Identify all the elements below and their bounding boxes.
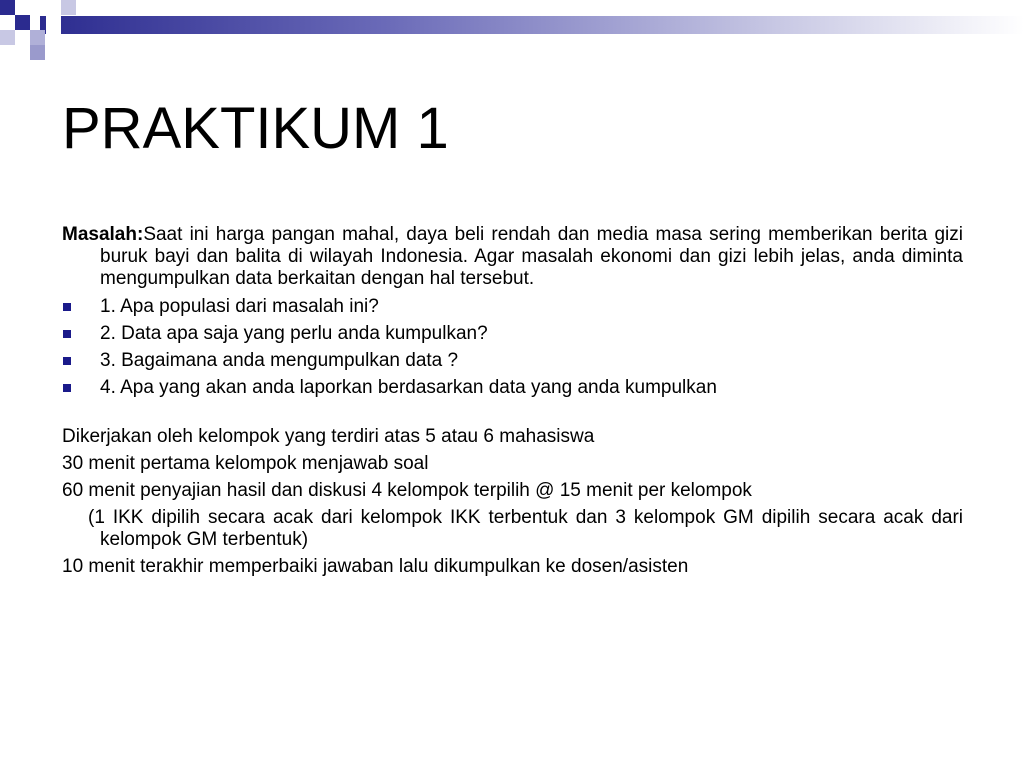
deco-square bbox=[61, 0, 76, 15]
question-item bbox=[62, 350, 963, 372]
deco-square bbox=[0, 0, 15, 15]
deco-square bbox=[30, 45, 45, 60]
question-text: 1. Apa populasi dari masalah ini? bbox=[100, 296, 379, 317]
deco-square bbox=[30, 30, 45, 45]
slide-title: PRAKTIKUM 1 bbox=[62, 96, 449, 161]
slide-body bbox=[62, 224, 963, 583]
instruction-line: 10 menit terakhir memperbaiki jawaban lalu dikumpulkan ke dosen/asisten bbox=[62, 556, 689, 577]
deco-square bbox=[46, 16, 61, 34]
instruction-line: 60 menit penyajian hasil dan diskusi 4 kelompok terpilih @ 15 menit per kelompok bbox=[62, 480, 752, 501]
problem-text: Saat ini harga pangan mahal, daya beli rendah dan media masa sering memberikan berita gizi buruk bayi dan balita di wilayah Indonesia. Agar masalah ekonomi dan gizi lebih jelas, anda diminta mengumpulkan data berkaitan dengan hal tersebut. bbox=[100, 224, 963, 289]
question-text: 4. Apa yang akan anda laporkan berdasarkan data yang anda kumpulkan bbox=[100, 377, 717, 398]
problem-paragraph bbox=[62, 224, 963, 290]
header-gradient-bar bbox=[40, 16, 1024, 34]
spacer bbox=[62, 404, 963, 426]
question-list bbox=[62, 296, 963, 399]
deco-square bbox=[46, 0, 61, 15]
square-bullet-icon bbox=[63, 357, 71, 365]
question-text: 3. Bagaimana anda mengumpulkan data ? bbox=[100, 350, 459, 371]
deco-square bbox=[15, 15, 30, 30]
question-item bbox=[62, 377, 963, 399]
square-bullet-icon bbox=[63, 384, 71, 392]
question-item bbox=[62, 296, 963, 318]
question-item bbox=[62, 323, 963, 345]
instruction-line: 30 menit pertama kelompok menjawab soal bbox=[62, 453, 429, 474]
question-text: 2. Data apa saja yang perlu anda kumpulkan? bbox=[100, 323, 488, 344]
square-bullet-icon bbox=[63, 330, 71, 338]
problem-label: Masalah: bbox=[62, 224, 144, 245]
square-bullet-icon bbox=[63, 303, 71, 311]
instruction-line: Dikerjakan oleh kelompok yang terdiri atas 5 atau 6 mahasiswa bbox=[62, 426, 595, 447]
deco-square bbox=[0, 30, 15, 45]
instruction-note: (1 IKK dipilih secara acak dari kelompok IKK terbentuk dan 3 kelompok GM dipilih secara acak dari kelompok GM terbentuk) bbox=[88, 507, 963, 550]
